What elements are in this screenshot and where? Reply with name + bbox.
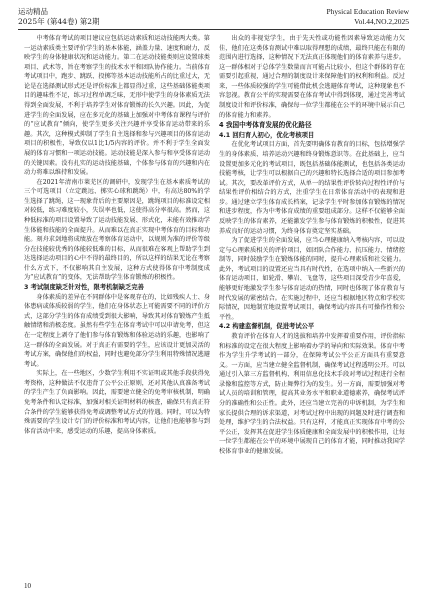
body-paragraph: 教育评价在体育人才的选拔和培养中发挥着重要作用，评价指标和标准的设定在很大程度上影响着办学的导向和实际效果。体育中考作为学生升学考试的一部分，在保障考试公平公正方面具有重要意义。一方面，应当建立健全监督机制，确保考试过程透明公开。可以通过引入第三方监督机构、利用信息化技术手段对考试过程进行全程录像和监控等方式，防止舞弊行为的发生。另一方面，需要加强对考试人员的培训和管理，提高其业务水平和职业道德素养，确保考试评分的准确性和公正性。此外，还应当建立完善的申诉机制，为学生和家长提供合理的诉求渠道，对考试过程中出现的问题及时进行调查和处理，维护学生的合法权益。只有这样，才能真正实现体育中考的公平公正，发挥其在促进学生体质健康和全面发展中的积极作用，让每一位学生都能在公平的环境中展现自己的体育才能，同时推动我国学校体育事业的健康发展。 xyxy=(219,332,405,455)
subsection-heading: 3 考试制度缺乏针对性，限考机制缺乏完善 xyxy=(24,284,144,292)
body-paragraph: 在2021年清南市莱芜区的调研中，发现学生在基本素质考试的三个可选项目（立定跳远、掷实心球和跳绳）中，有高达80%的学生选择了跳绳，这一现象背后的主要原因是，跳绳项目的标准设定相对较低，练习难度较小，失误率也低，这使得高分率很高。然而，这种低标准的项目设置导致了运动技能发展、形式化，未能有效推动学生体能和技能的全面提升。从而难以在真正实现中考体育的目标和功能。刻舟求剑地将成绩放在考察体育运动中，以规则为准的评价等级分在技能较优秀的体能较低难的目标，从而很难在客观上帮助学生到达选择运动项目的心中不得的最终目的，所以这样的结果无论在考察什么方式下，不仅影响其自主发展，这种方式使得体育中考制度成为“应试教育”的变体，无法帮助学生体育锻炼的积极性。 xyxy=(24,178,210,282)
left-column xyxy=(24,34,210,436)
right-column xyxy=(219,34,405,456)
running-header xyxy=(18,7,409,29)
body-paragraph: 出众的非视觉学生，由于先天性或功能性因素导致运动能力欠佳，他们在这类体育测试中难以取得理想的成绩，最终只能在有限的范围内进行选择，这种情况下无法真正体现他们的体育素养与进步。这一群体相对于总体学生数量而言可能占比较小，但这个群体的存在需要引起重视，通过合理的制度设计来保障他们的权利和利益。反过来，一些体质较强的学生可能借此机会逃避体育考试，这种现象也不容忽视。教育公平的实现需要在体育考试中得到体现，通过完善考试制度设计和评价标准，确保每一位学生都能在公平的环境中展示自己的体育能力和素养。 xyxy=(219,35,405,119)
page-number: 10 xyxy=(24,582,31,590)
header-left xyxy=(18,7,100,26)
subsection-heading: 4.1 回归育人初心，优化考核项目 xyxy=(219,131,315,139)
subsection-heading: 4.2 构建监督机制，促进考试公平 xyxy=(219,323,315,331)
body-paragraph: 为了促进学生的全面发展，应当心理健康纳入考核内容，可以设定与心理素质相关的评价项目，如团队合作能力、抗压能力、情绪控制等，同时鼓励学生在锻炼体能的同时，提升心理素质和社交能力。此外，考试项目的设置还应当具有时代性，在选项中纳入一些新兴的体育运动项目，如轮滑、攀岩、飞盘等，这些项目深受青少年喜爱，能够更好地激发学生参与体育运动的热情，同时也体现了体育教育与时代发展的紧密结合。在实施过程中，还应当根据地区特点和学校实际情况，因地制宜地设置考试项目，确保考试内容具有可操作性和公平性。 xyxy=(219,237,405,321)
body-paragraph: 中考体育考试的项目建议应包括运动素质和运动技能两大类。第一运动素质类主要评价学生的基本体能，涵盖力量、速度和耐力，反映学生的身体健康状况和运动能力。第二在运动技能类则应设置球类项目、武术等，旨在考察学生的技术水平和团队协作能力。当前体育考试项目中，跑步、跳跃、投掷等基本运动技能所占的比重过大，无论是在选择测试形式还是评价标准上都显得过重，这些基础体能类项目的趣味性不足，练习过程单调乏味，无形中使学生的身体素质无法得到全面发展，不利于培养学生对体育锻炼的长久兴趣。因此，为促进学生的全面发展，应在多元化的基础上加强对中考体育课程与评价的“应试教育”倾向，使学生更多关注兴趣并享受体育运动带来的乐趣。其次，这种模式抑制了学生自主选择和参与兴趣项目的体育运动项目的积极性，导致仅以1比1/5内容的评价。并不利于学生全面发展的体育习惯和一项运动技能。运动技能是深入参与和享受体育运动的关键因素。没有扎实的运动技能基础，个体参与体育的兴趣和内在动力将难以维持和发展。 xyxy=(24,35,210,177)
issue-info-en: Vol.44,NO.2,2025 xyxy=(354,16,409,26)
section-heading: 4 我国中考体育发展的优化路径 xyxy=(219,121,312,130)
journal-title-cn: 运动精品 xyxy=(18,7,48,16)
body-paragraph: 在优化考试项目方面，首先要明确体育教育的目标，包括增强学生的身体素质、培养运动兴趣和终身锻炼意识等。在此基础上，应当设置更加多元化的考试项目，既包括基础体能测试，也包括各类运动技能考核，让学生可以根据自己的兴趣和特长选择合适的项目参加考试。其次，要改革评价方式，从单一的结果性评价转向过程性评价与结果性评价相结合的方式，注重学生在日常体育活动中的表现和进步。通过建立学生体育成长档案，记录学生平时参加体育锻炼的情况和进步程度，作为中考体育成绩的重要组成部分。这样不仅能够全面反映学生的体育素养，还能激发学生参与体育锻炼的积极性，促进其养成良好的运动习惯，为终身体育奠定坚实基础。 xyxy=(219,141,405,235)
header-rule xyxy=(18,29,409,30)
issue-info-cn: 2025年 (第44卷) 第2期 xyxy=(18,16,100,26)
journal-title-en: Physical Education Review xyxy=(326,7,409,16)
body-paragraph: 实际上，在一些地区，少数学生利用不实证明或其他手段获得免考资格，这种做法不仅违背了公平公正原则，还对其他认真准备考试的学生产生了负面影响。因此，需要建立健全的免考审核机制，明确免考条件和认定标准，加强对相关证明材料的核查，确保只有真正符合条件的学生能够获得免考或调整考试方式的待遇。同时，可以为特殊需要的学生设计专门的评价标准和考试内容，让他们也能够参与到体育活动中来，感受运动的乐趣，提高身体素质。 xyxy=(24,370,210,435)
header-right xyxy=(327,7,409,26)
body-paragraph: 身体素质的差异在不同群体中是客观存在的，比如残疾人士、身体患病或体质较弱的学生，他们在身体状态上可能需要不同的评价方式，这部分学生的体育成绩受到很大影响，导致其对体育锻炼产生抵触情绪和消极态度。虽然有些学生在体育考试中可以申请免考，但这在一定程度上剥夺了他们参与体育锻炼和体验运动的乐趣，也影响了这一群体的全面发展。对于真正有需要的学生，应该设计更加灵活的考试方案，确保他们的权益，同时也避免部分学生利用特殊情况逃避考试。 xyxy=(24,293,210,368)
